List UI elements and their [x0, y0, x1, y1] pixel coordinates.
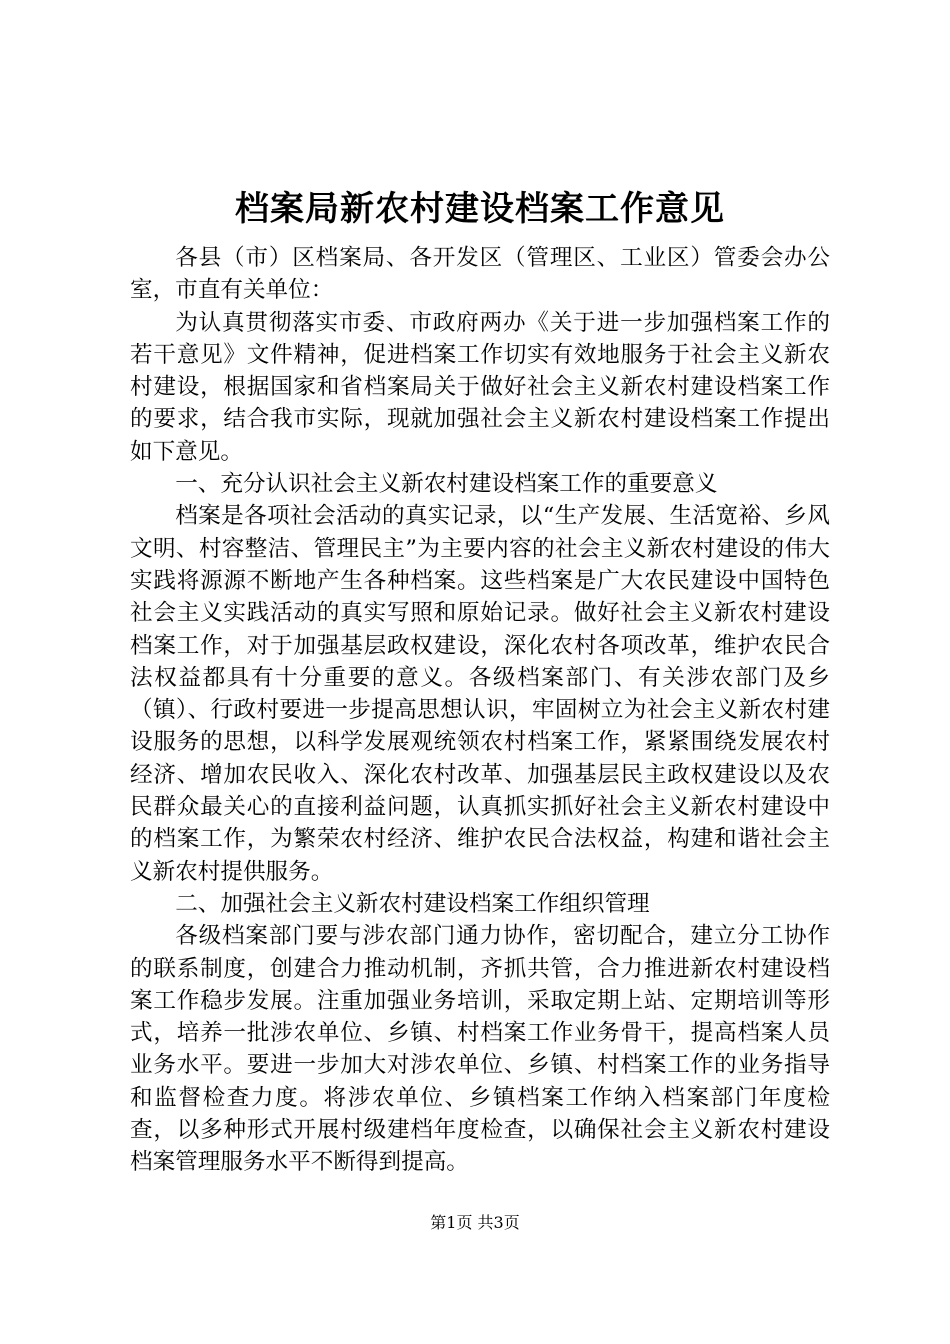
document-title: 档案局新农村建设档案工作意见 [235, 189, 725, 229]
section-2-body: 各级档案部门要与涉农部门通力协作，密切配合，建立分工协作的联系制度，创建合力推动机制，齐抓共管，合力推进新农村建设档案工作稳步发展。注重加强业务培训，采取定期上站、定期培训等形式，培养一批涉农单位、乡镇、村档案工作业务骨干，提高档案人员业务水平。要进一步加大对涉农单位、乡镇、村档案工作的业务指导和监督检查力度。将涉农单位、乡镇档案工作纳入档案部门年度检查，以多种形式开展村级建档年度检查，以确保社会主义新农村建设档案管理服务水平不断得到提高。 [130, 923, 830, 1176]
section-2-heading: 二、加强社会主义新农村建设档案工作组织管理 [175, 890, 650, 917]
salutation-paragraph: 各县（市）区档案局、各开发区（管理区、工业区）管委会办公室，市直有关单位： [130, 245, 830, 304]
section-1-body: 档案是各项社会活动的真实记录，以“生产发展、生活宽裕、乡风文明、村容整洁、管理民主”为主要内容的社会主义新农村建设的伟大实践将源源不断地产生各种档案。这些档案是广大农民建设中国特色社会主义实践活动的真实写照和原始记录。做好社会主义新农村建设档案工作，对于加强基层政权建设，深化农村各项改革，维护农民合法权益都具有十分重要的意义。各级档案部门、有关涉农部门及乡（镇）、行政村要进一步提高思想认识，牢固树立为社会主义新农村建设服务的思想，以科学发展观统领农村档案工作，紧紧围绕发展农村经济、增加农民收入、深化农村改革、加强基层民主政权建设以及农民群众最关心的直接利益问题，认真抓实抓好社会主义新农村建设中的档案工作，为繁荣农村经济、维护农民合法权益，构建和谐社会主义新农村提供服务。 [130, 503, 830, 885]
page-footer: 第1页 共3页 [430, 1213, 520, 1232]
intro-paragraph: 为认真贯彻落实市委、市政府两办《关于进一步加强档案工作的若干意见》文件精神，促进档案工作切实有效地服务于社会主义新农村建设，根据国家和省档案局关于做好社会主义新农村建设档案工作的要求，结合我市实际，现就加强社会主义新农村建设档案工作提出如下意见。 [130, 309, 830, 465]
document-page [130, 186, 830, 1179]
section-1-heading: 一、充分认识社会主义新农村建设档案工作的重要意义 [175, 471, 718, 498]
